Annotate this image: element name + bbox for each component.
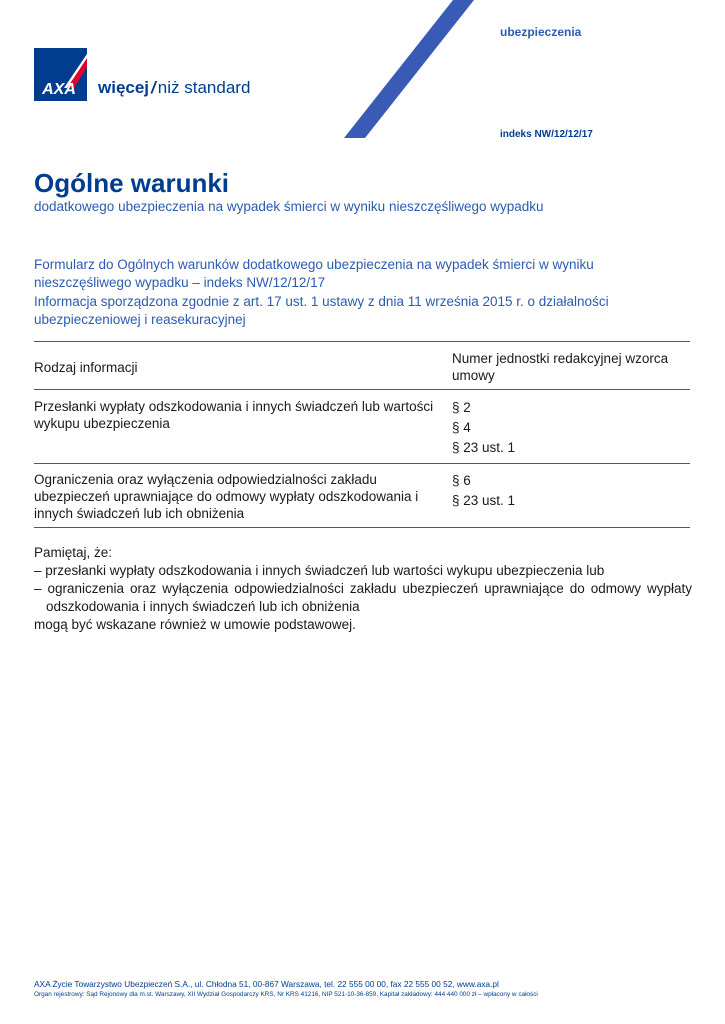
table-cell-info: Ograniczenia oraz wyłączenia odpowiedzialności zakładu ubezpieczeń uprawniające do odmowy wypłaty odszkodowania i innych świadczeń lub ich obniżenia: [34, 472, 419, 521]
remember-note: [34, 544, 692, 634]
intro-paragraph: Formularz do Ogólnych warunków dodatkowego ubezpieczenia na wypadek śmierci w wyniku nieszczęśliwego wypadku – indeks NW/12/12/17: [34, 257, 594, 290]
footer: [34, 979, 714, 998]
page-subtitle: dodatkowego ubezpieczenia na wypadek śmierci w wyniku nieszczęśliwego wypadku: [34, 199, 544, 214]
slogan-bold: więcej: [98, 78, 150, 97]
table-row: [34, 390, 690, 464]
slogan-rest: niż standard: [157, 78, 251, 97]
paragraph-ref: § 4: [452, 420, 471, 435]
category-label: ubezpieczenia: [500, 25, 582, 39]
page-title: Ogólne warunki: [34, 168, 230, 198]
diagonal-stripe-decoration: [0, 0, 725, 140]
paragraph-ref: § 23 ust. 1: [452, 440, 516, 455]
slogan-separator: /: [151, 78, 156, 97]
remember-item: – przesłanki wypłaty odszkodowania i innych świadczeń lub wartości wykupu ubezpieczenia lub: [34, 563, 605, 578]
footer-registry-info: Organ rejestrowy: Sąd Rejonowy dla m.st. Warszawy, XII Wydział Gospodarczy KRS, Nr KRS 41216, NIP 521-10-36-859, Kapitał zakładowy: 444 440 000 zł – wpłacony w całości: [34, 991, 538, 998]
remember-item: – ograniczenia oraz wyłączenia odpowiedzialności zakładu ubezpieczeń uprawniające do odmowy wypłaty odszkodowania i innych świadczeń lub ich obniżenia: [34, 581, 692, 614]
footer-company-info: AXA Życie Towarzystwo Ubezpieczeń S.A., ul. Chłodna 51, 00-867 Warszawa, tel. 22 555 00 00, fax 22 555 00 52, www.axa.pl: [34, 979, 499, 989]
slogan: [98, 78, 250, 98]
intro-text: [34, 256, 694, 329]
paragraph-ref: § 23 ust. 1: [452, 493, 516, 508]
axa-logo: [34, 48, 87, 101]
remember-intro: Pamiętaj, że:: [34, 545, 113, 560]
table-row: [34, 464, 690, 528]
logo-text: AXA: [42, 81, 76, 98]
remember-outro: mogą być wskazane również w umowie podstawowej.: [34, 617, 356, 632]
paragraph-ref: § 6: [452, 473, 471, 488]
table-header-cell: Numer jednostki redakcyjnej wzorca umowy: [452, 351, 669, 383]
table-cell-info: Przesłanki wypłaty odszkodowania i innych świadczeń lub wartości wykupu ubezpieczenia: [34, 399, 434, 431]
intro-paragraph: Informacja sporządzona zgodnie z art. 17 ust. 1 ustawy z dnia 11 września 2015 r. o działalności ubezpieczeniowej i reasekuracyjnej: [34, 294, 609, 327]
table-header-cell: Rodzaj informacji: [34, 360, 138, 375]
document-index: indeks NW/12/12/17: [500, 129, 593, 140]
paragraph-ref: § 2: [452, 400, 471, 415]
table-cell-refs: [452, 464, 690, 527]
table-header-row: [34, 342, 690, 390]
info-table: [34, 341, 690, 528]
table-cell-refs: [452, 390, 690, 463]
